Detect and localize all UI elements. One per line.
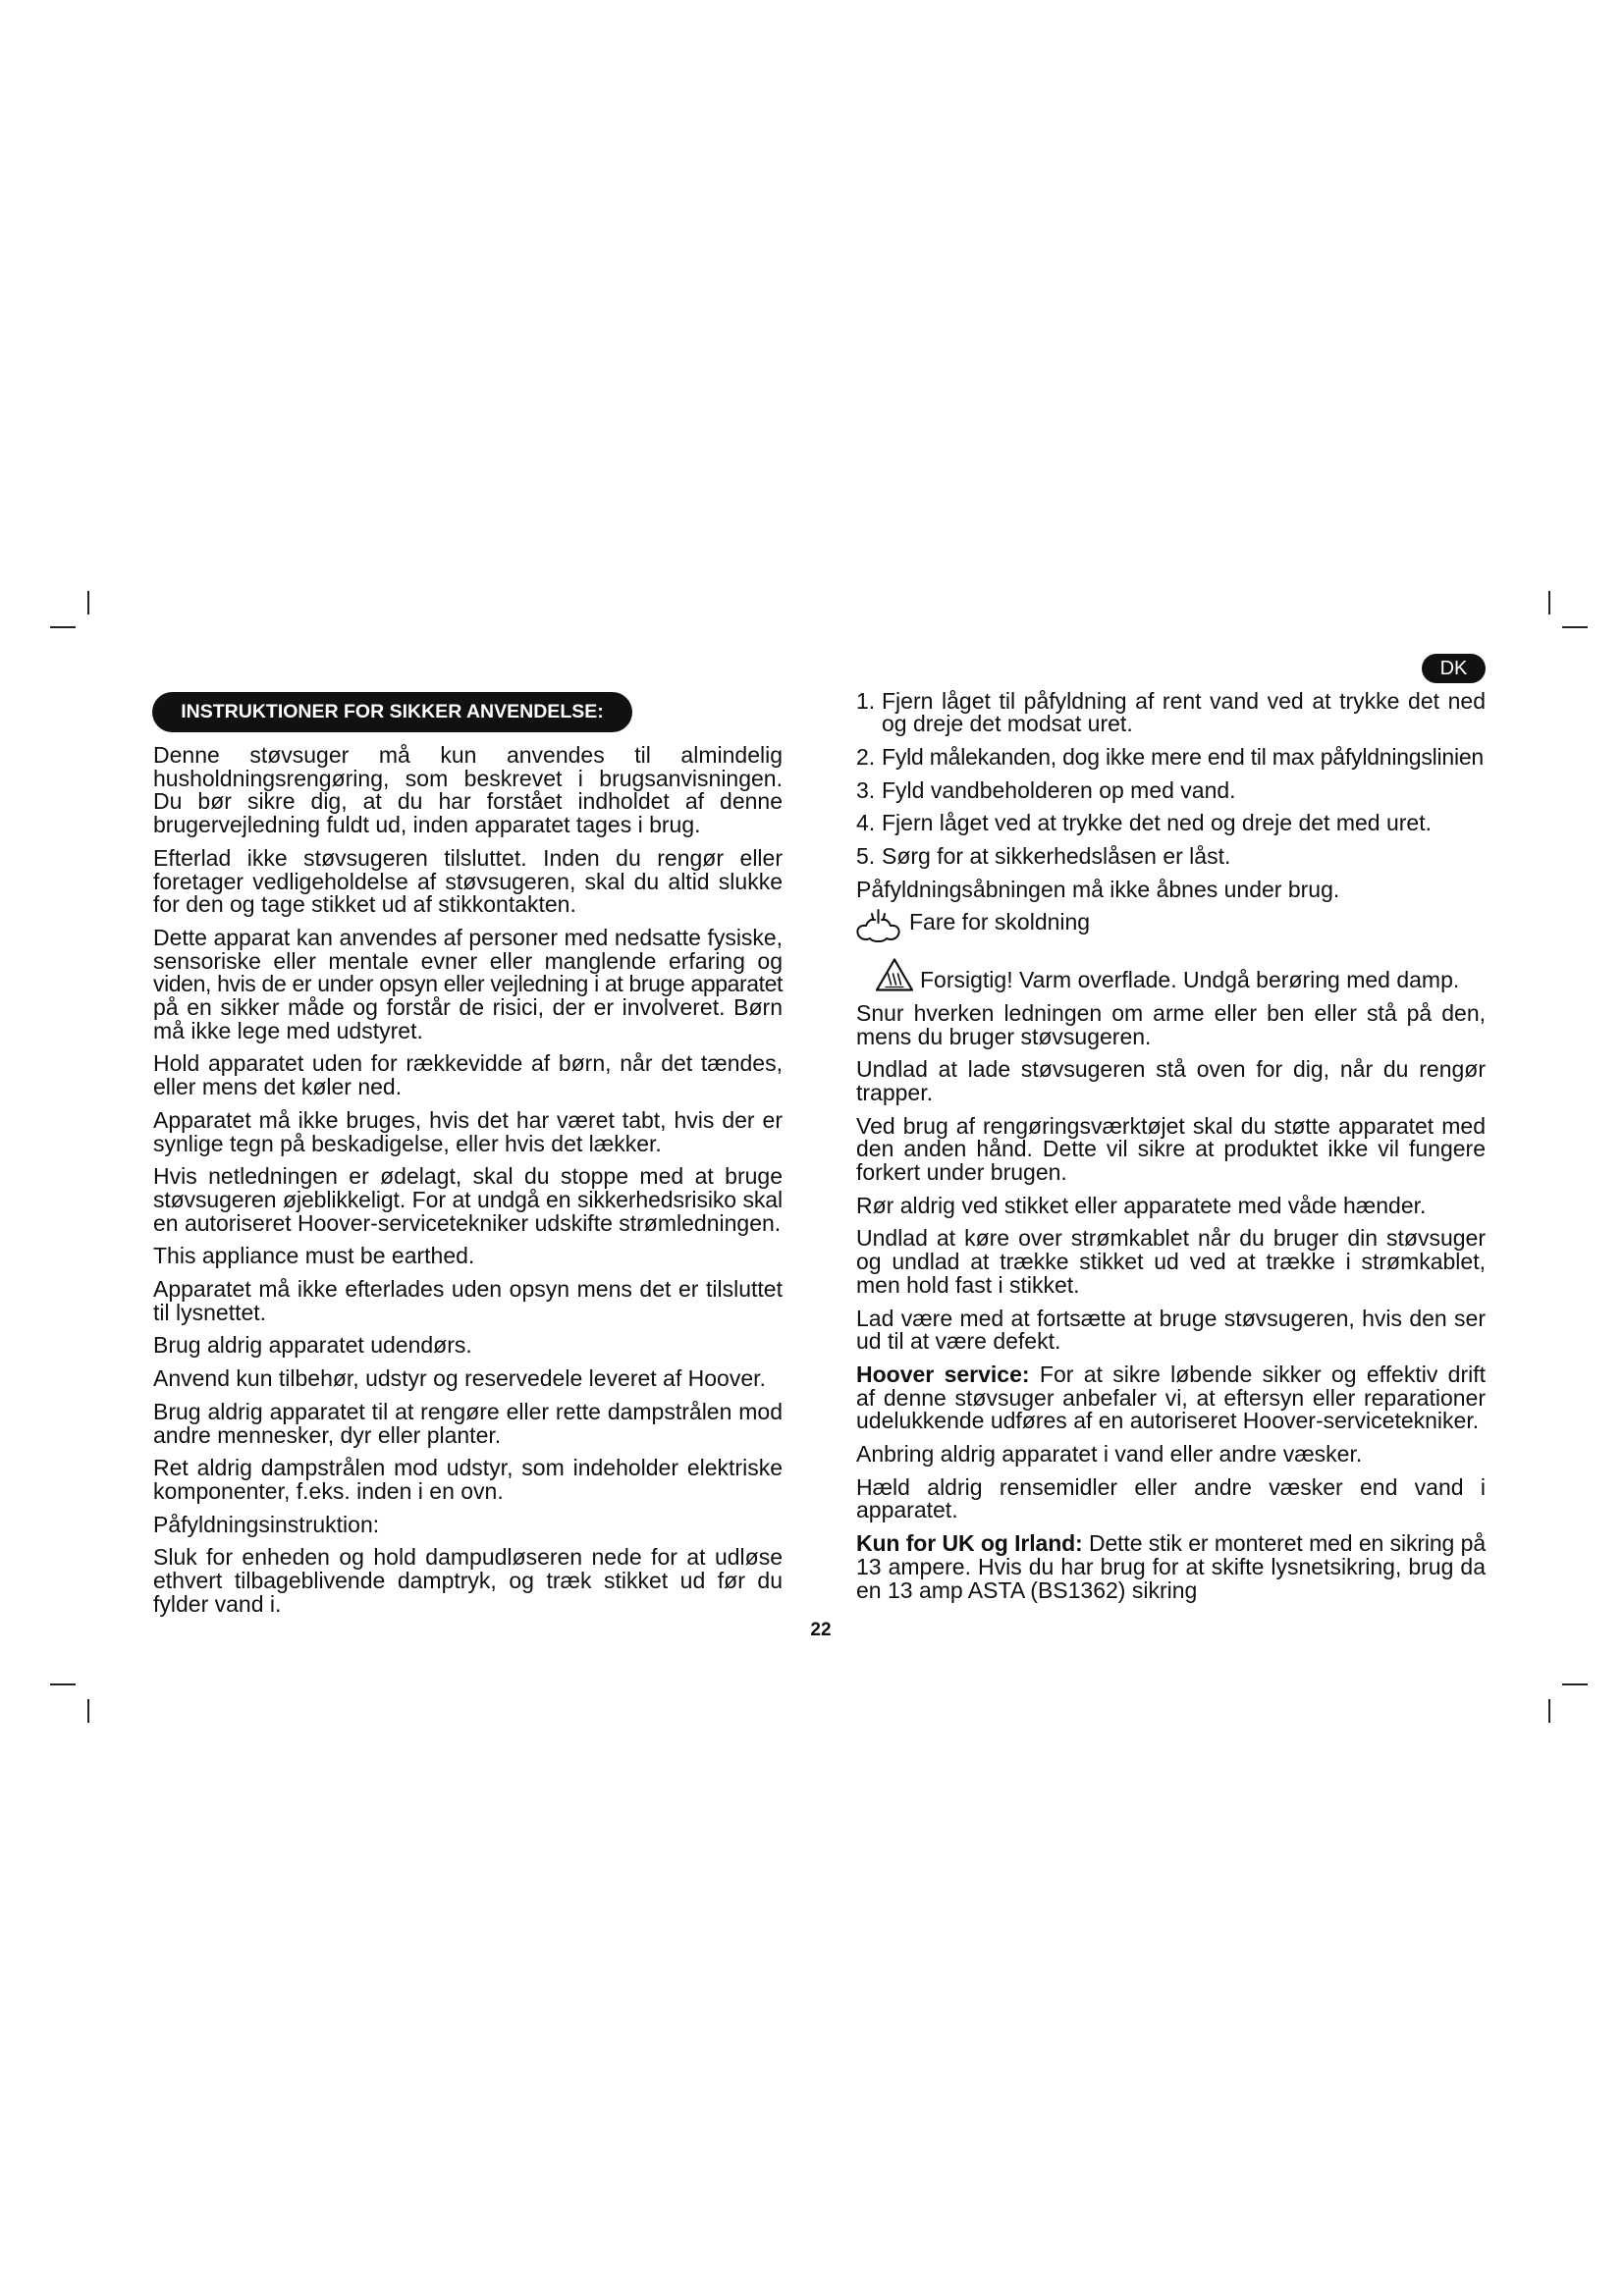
line-content — [920, 967, 1459, 992]
line-content — [153, 1018, 423, 1043]
line-content — [856, 1474, 1486, 1500]
line-content — [153, 1422, 501, 1448]
text-line — [153, 1590, 783, 1617]
bold-lead: Kun for UK og Irland: — [856, 1530, 1083, 1557]
text-line — [153, 973, 783, 996]
text-line — [153, 1334, 783, 1358]
text-line — [153, 1398, 783, 1424]
line-content — [856, 1080, 933, 1105]
safety-paragraph — [856, 999, 1486, 1049]
text-line — [153, 893, 783, 917]
line-text: Fare for skoldning — [909, 909, 1091, 935]
filling-step — [856, 812, 1486, 835]
line-text: ud til at være defekt. — [856, 1328, 1061, 1355]
line-content — [856, 1408, 1479, 1433]
text-line — [882, 713, 1486, 736]
safety-paragraph — [153, 1457, 783, 1503]
line-text: foretager vedligeholdelse af støvsugeren, skal du altid slukke — [153, 868, 783, 894]
text-line — [856, 1443, 1486, 1467]
text-line — [153, 924, 783, 950]
line-content — [153, 1512, 379, 1537]
line-text: Sluk for enheden og hold dampudløseren nede for at udløse — [153, 1544, 783, 1571]
text-line — [856, 1192, 1486, 1218]
safety-paragraph — [856, 876, 1486, 902]
line-text: ethvert tilbageblivende damptryk, og træk stikket ud før du — [153, 1568, 783, 1594]
line-content — [856, 1136, 1486, 1161]
line-content — [153, 994, 783, 1020]
line-content — [153, 1300, 266, 1325]
line-content — [153, 1276, 783, 1302]
crop-mark — [50, 1683, 76, 1685]
step-number: 3. — [856, 776, 876, 803]
text-line — [153, 1130, 783, 1156]
safety-paragraph — [153, 1278, 783, 1324]
line-content — [153, 1399, 783, 1424]
text-line — [153, 744, 783, 768]
line-text: Denne støvsuger må kun anvendes til almindelig — [153, 742, 783, 768]
line-text: 13 ampere. Hvis du har brug for at skifte lysnetsikring, brug da — [856, 1553, 1486, 1579]
text-line — [856, 1271, 1486, 1298]
text-line — [882, 845, 1486, 869]
line-content — [909, 909, 1090, 934]
filling-step — [856, 845, 1486, 869]
text-line — [856, 1138, 1486, 1161]
line-text: trapper. — [856, 1079, 933, 1105]
line-text: Ret aldrig dampstrålen mod udstyr, som indeholder elektriske — [153, 1455, 783, 1481]
safety-paragraph — [856, 969, 1486, 992]
text-line — [153, 1299, 783, 1325]
text-line — [920, 969, 1486, 992]
filling-step — [856, 743, 1486, 770]
line-content — [856, 1385, 1486, 1411]
safety-paragraph — [153, 924, 783, 1043]
line-content — [856, 1056, 1486, 1082]
text-line — [856, 1410, 1486, 1433]
safety-paragraph — [856, 1532, 1486, 1602]
text-line — [856, 1330, 1486, 1354]
text-line — [882, 776, 1486, 803]
line-text: Efterlad ikke støvsugeren tilsluttet. Inden du rengør eller — [153, 844, 783, 871]
line-text: Ved brug af rengøringsværktøjet skal du støtte apparatet med — [856, 1112, 1486, 1139]
crop-mark — [50, 626, 76, 628]
text-line — [153, 1017, 783, 1043]
line-text: Anbring aldrig apparatet i vand eller andre væsker. — [856, 1441, 1363, 1468]
line-content — [856, 1249, 1486, 1274]
line-text: Brug aldrig apparatet udendørs. — [153, 1332, 472, 1359]
text-line — [856, 1112, 1486, 1139]
line-text: Undlad at køre over strømkablet når du bruger din støvsuger — [856, 1225, 1486, 1252]
text-line — [153, 1570, 783, 1593]
safety-paragraph — [153, 844, 783, 918]
line-content — [153, 1243, 474, 1268]
line-content — [882, 843, 1230, 869]
line-text: og undlad at trække stikket ud ved at trække i strømkablet, — [856, 1249, 1486, 1275]
safety-paragraph — [153, 1511, 783, 1537]
line-content — [153, 845, 783, 871]
line-content — [153, 1544, 783, 1570]
line-content — [856, 1362, 1486, 1387]
line-text: synlige tegn på beskadigelse, eller hvis det lækker. — [153, 1130, 662, 1156]
line-content — [856, 1554, 1486, 1579]
line-content — [856, 1225, 1486, 1251]
line-text: udelukkende udføres af en autoriseret Hoover-servicetekniker. — [856, 1408, 1480, 1434]
text-line — [153, 996, 783, 1020]
line-text: viden, hvis de er under opsyn eller vejledning i at bruge apparatet — [153, 971, 783, 997]
safety-paragraph — [153, 1052, 783, 1098]
text-line — [856, 1363, 1486, 1387]
hot-surface-warning-icon — [875, 957, 914, 992]
text-line — [856, 1473, 1486, 1500]
text-line — [856, 1553, 1486, 1579]
crop-mark — [1548, 591, 1550, 614]
line-text: Lad være med at fortsætte at bruge støvsugeren, hvis den ser — [856, 1305, 1486, 1331]
step-text — [882, 687, 1486, 737]
step-text — [882, 812, 1486, 835]
line-text: Påfyldningsåbningen må ikke åbnes under brug. — [856, 876, 1340, 902]
safety-paragraph — [856, 1192, 1486, 1218]
text-line — [882, 687, 1486, 714]
line-content — [153, 1050, 783, 1076]
line-content — [856, 1328, 1060, 1354]
line-text: apparatet. — [856, 1497, 958, 1523]
line-text: husholdningsrengøring, som beskrevet i brugsanvisningen. — [153, 765, 783, 791]
text-line — [856, 1227, 1486, 1251]
line-content — [856, 1577, 1197, 1603]
text-line — [856, 1058, 1486, 1082]
safety-paragraph — [153, 1367, 783, 1391]
text-line — [856, 1305, 1486, 1331]
line-text: Sørg for at sikkerhedslåsen er låst. — [882, 843, 1231, 870]
safety-paragraph — [856, 1227, 1486, 1297]
line-text: Apparatet må ikke bruges, hvis det har været tabt, hvis der er — [153, 1106, 783, 1133]
line-content — [882, 810, 1432, 835]
line-text: Rør aldrig ved stikket eller apparatete med våde hænder. — [856, 1192, 1427, 1218]
text-line — [856, 999, 1486, 1026]
line-text: Fjern låget til påfyldning af rent vand ved at trykke det ned — [882, 687, 1486, 714]
line-text: Hvis netledningen er ødelagt, skal du stoppe med at bruge — [153, 1163, 783, 1190]
step-text — [882, 743, 1486, 770]
line-content — [153, 1455, 783, 1480]
crop-mark — [1562, 1683, 1588, 1685]
step-text — [882, 845, 1486, 869]
right-column — [856, 687, 1487, 1613]
line-text: Brug aldrig apparatet til at rengøre eller rette dampstrålen mod — [153, 1398, 783, 1424]
line-text: Påfyldningsinstruktion: — [153, 1511, 380, 1537]
crop-mark — [1562, 626, 1588, 628]
line-content — [153, 788, 783, 814]
line-content — [153, 1074, 402, 1099]
line-content — [153, 1591, 281, 1617]
safety-paragraph — [153, 1245, 783, 1268]
line-content — [153, 812, 701, 837]
scald-hazard-icon — [853, 906, 903, 944]
text-line — [856, 1499, 1486, 1522]
section-heading: INSTRUKTIONER FOR SIKKER ANVENDELSE: — [152, 692, 632, 732]
safety-paragraph — [856, 1443, 1486, 1467]
safety-paragraph — [153, 1398, 783, 1448]
line-text: Snur hverken ledningen om arme eller ben eller stå på den, — [856, 999, 1486, 1026]
line-content — [856, 1306, 1486, 1331]
crop-mark — [87, 591, 89, 614]
line-text: Fjern låget ved at trykke det ned og dreje det med uret. — [882, 810, 1432, 836]
line-text: For at sikre løbende sikker og effektiv drift — [1039, 1361, 1487, 1387]
line-content — [856, 1497, 958, 1522]
line-content — [856, 1441, 1362, 1467]
step-number: 2. — [856, 743, 876, 770]
line-text: for den og tage stikket ud af stikkontakten. — [153, 891, 576, 918]
line-text: forkert under brugen. — [856, 1159, 1067, 1186]
text-line — [153, 1421, 783, 1448]
step-number: 1. — [856, 687, 876, 714]
line-text: Hold apparatet uden for rækkevidde af børn, når det tændes, — [153, 1050, 783, 1077]
line-text: Dette apparat kan anvendes af personer med nedsatte fysiske, — [153, 924, 783, 950]
line-text: Forsigtig! Varm overflade. Undgå berøring med damp. — [920, 967, 1460, 993]
text-line — [856, 876, 1486, 902]
line-content — [856, 877, 1339, 902]
line-content — [153, 1163, 783, 1189]
line-content — [153, 891, 576, 917]
line-content — [856, 1113, 1486, 1139]
line-text: sensoriske eller mentale evner eller manglende erfaring og — [153, 947, 783, 974]
text-line — [153, 1209, 783, 1236]
line-text: Undlad at lade støvsugeren stå oven for dig, når du rengør — [856, 1056, 1486, 1083]
line-content — [153, 948, 783, 974]
filling-steps-list — [856, 687, 1486, 870]
line-content — [153, 1365, 766, 1391]
step-number: 5. — [856, 843, 876, 870]
text-line — [153, 868, 783, 894]
text-line — [153, 1457, 783, 1480]
text-line — [153, 814, 783, 837]
filling-step — [856, 687, 1486, 737]
line-content — [882, 777, 1236, 803]
line-content — [153, 766, 783, 791]
text-line — [153, 947, 783, 974]
line-content — [856, 1193, 1426, 1218]
line-text: fylder vand i. — [153, 1590, 282, 1617]
line-content — [153, 1210, 781, 1236]
line-text: andre mennesker, dyr eller planter. — [153, 1421, 502, 1448]
line-content — [153, 1187, 783, 1212]
line-text: må ikke lege med udstyret. — [153, 1017, 423, 1043]
line-content — [153, 1332, 472, 1358]
line-text: Du bør sikre dig, at du har forstået indholdet af denne — [153, 788, 783, 815]
safety-paragraph — [153, 1546, 783, 1616]
line-text: støvsugeren øjeblikkeligt. For at undgå en sikkerhedsrisiko skal — [153, 1186, 783, 1212]
line-content — [153, 1478, 504, 1504]
safety-paragraph — [153, 744, 783, 837]
text-line — [153, 1076, 783, 1099]
line-text: brugervejledning fuldt ud, inden apparatet tages i brug. — [153, 812, 701, 838]
safety-paragraph — [153, 1334, 783, 1358]
line-text: This appliance must be earthed. — [153, 1243, 475, 1269]
line-content — [882, 688, 1486, 714]
text-line — [153, 765, 783, 791]
line-content — [856, 1272, 1080, 1298]
language-badge: DK — [1422, 654, 1486, 683]
line-text: Hæld aldrig rensemidler eller andre væsker end vand i — [856, 1473, 1486, 1500]
filling-step — [856, 776, 1486, 803]
line-content — [153, 869, 783, 894]
line-text: den anden hånd. Dette vil sikre at produktet ikke vil fungere — [856, 1136, 1486, 1162]
line-text: og dreje det modsat uret. — [882, 711, 1133, 737]
safety-paragraph — [856, 1305, 1486, 1355]
step-text — [882, 776, 1486, 803]
line-content — [856, 1530, 1486, 1556]
line-text: eller mens det køler ned. — [153, 1074, 403, 1100]
line-text: en autoriseret Hoover-servicetekniker udskifte strømledningen. — [153, 1209, 782, 1236]
text-line — [856, 1576, 1486, 1603]
line-text: på en sikker måde og forstår de risici, der er involveret. Børn — [153, 994, 783, 1021]
line-content — [882, 744, 1484, 770]
text-line — [153, 1245, 783, 1268]
line-content — [153, 1107, 783, 1133]
left-column — [153, 744, 783, 1627]
line-text: Dette stik er monteret med en sikring på — [1089, 1530, 1486, 1557]
text-line — [882, 812, 1486, 835]
page-number: 22 — [810, 1620, 832, 1640]
line-text: Apparatet må ikke efterlades uden opsyn mens det er tilsluttet — [153, 1276, 783, 1303]
line-content — [153, 1131, 662, 1156]
text-line — [856, 1251, 1486, 1274]
text-line — [909, 911, 1486, 934]
text-line — [856, 1384, 1486, 1411]
crop-mark — [87, 1699, 89, 1723]
line-content — [153, 971, 783, 996]
text-line — [882, 743, 1486, 770]
line-content — [882, 711, 1133, 736]
line-text: komponenter, f.eks. inden i en ovn. — [153, 1477, 504, 1504]
safety-paragraph — [856, 1363, 1486, 1433]
line-content — [856, 1024, 1151, 1049]
text-line — [153, 1511, 783, 1537]
text-line — [856, 1161, 1486, 1185]
safety-paragraph — [856, 911, 1486, 934]
crop-mark — [1548, 1699, 1550, 1723]
line-content — [153, 925, 783, 950]
bold-lead: Hoover service: — [856, 1361, 1030, 1387]
line-text: men hold fast i stikket. — [856, 1271, 1080, 1298]
line-content — [153, 742, 783, 768]
text-line — [856, 1079, 1486, 1105]
text-line — [153, 1477, 783, 1504]
text-line — [153, 1278, 783, 1302]
line-text: Fyld målekanden, dog ikke mere end til max påfyldningslinien — [882, 743, 1484, 770]
line-content — [856, 1159, 1067, 1185]
text-line — [153, 1106, 783, 1133]
line-content — [153, 1568, 783, 1593]
line-text: en 13 amp ASTA (BS1362) sikring — [856, 1576, 1198, 1603]
line-text: mens du bruger støvsugeren. — [856, 1023, 1152, 1049]
safety-paragraph — [856, 1112, 1486, 1186]
line-text: af denne støvsuger anbefaler vi, at eftersyn eller reparationer — [856, 1384, 1486, 1411]
text-line — [153, 1186, 783, 1212]
text-line — [153, 1165, 783, 1189]
line-text: Fyld vandbeholderen op med vand. — [882, 776, 1236, 803]
text-line — [153, 790, 783, 814]
safety-paragraph — [856, 1058, 1486, 1104]
text-line — [153, 1546, 783, 1570]
text-line — [153, 844, 783, 871]
line-text: Anvend kun tilbehør, udstyr og reservedele leveret af Hoover. — [153, 1365, 766, 1392]
text-line — [153, 1052, 783, 1076]
safety-paragraph — [856, 1473, 1486, 1523]
text-line — [153, 1367, 783, 1391]
safety-paragraph — [153, 1106, 783, 1156]
line-content — [856, 1000, 1486, 1026]
right-paragraphs — [856, 876, 1487, 1603]
text-line — [856, 1532, 1486, 1556]
safety-paragraph — [153, 1165, 783, 1235]
text-line — [856, 1023, 1486, 1049]
step-number: 4. — [856, 810, 876, 836]
line-text: til lysnettet. — [153, 1299, 267, 1325]
